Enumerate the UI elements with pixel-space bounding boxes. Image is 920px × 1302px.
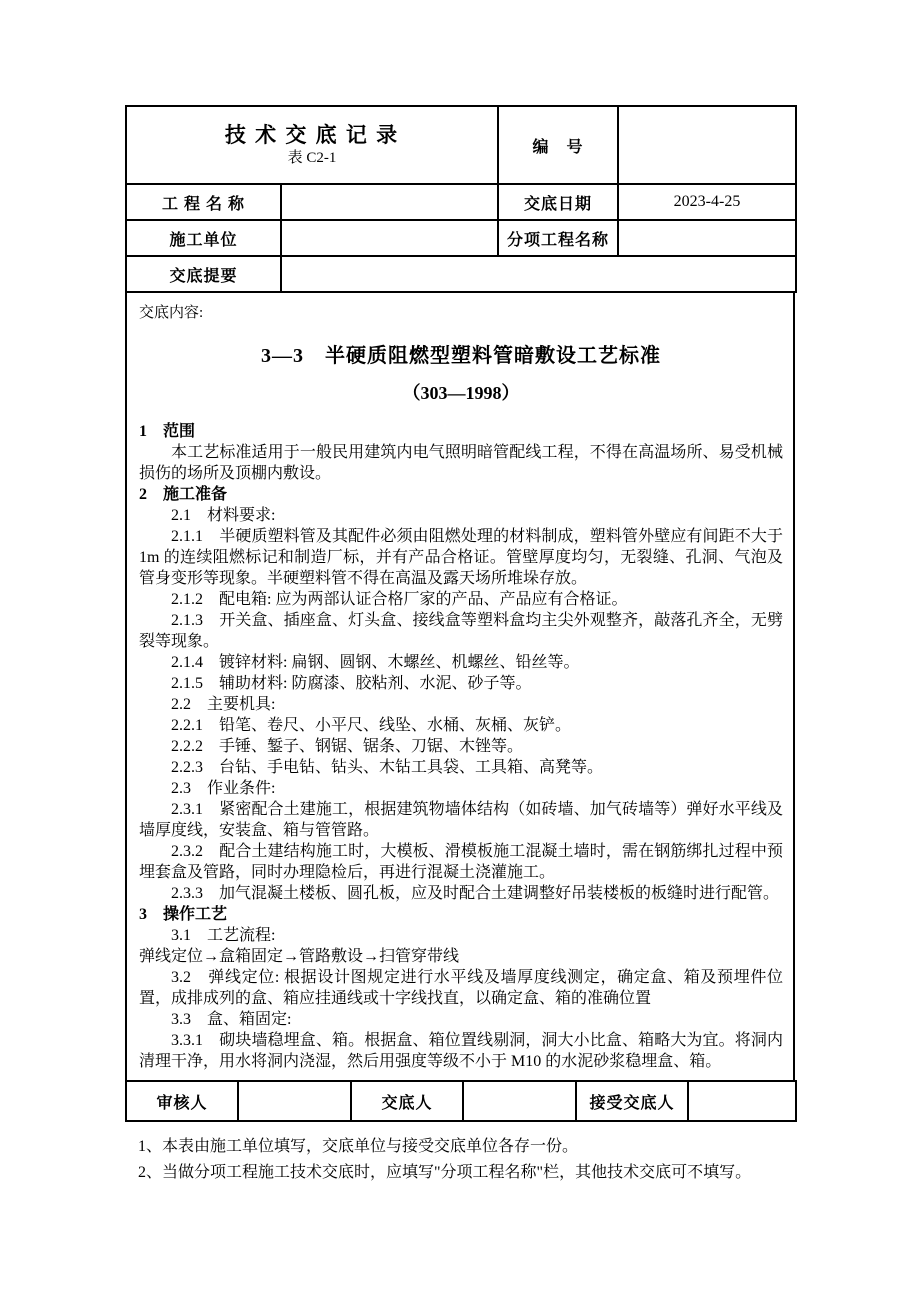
content-paragraph: 2.1.1 半硬质塑料管及其配件必须由阻燃处理的材料制成，塑料管外壁应有间距不大于1m 的连续阻燃标记和制造厂标，并有产品合格证。管壁厚度均匀，无裂缝、孔洞、气泡及管身变形等现象。半硬塑料管不得在高温及露天场所堆垛存放。: [139, 528, 783, 587]
content-paragraph: 3.2 弹线定位: 根据设计图规定进行水平线及墙厚度线测定，确定盒、箱及预埋件位置，成排成列的盒、箱应挂通线或十字线找直，以确定盒、箱的准确位置: [139, 969, 783, 1007]
form-title: 技 术 交 底 记 录: [224, 123, 400, 147]
section-heading: 1 范围: [139, 423, 196, 440]
content-paragraph: 2.2.1 铅笔、卷尺、小平尺、线坠、水桶、灰桶、灰铲。: [171, 717, 572, 734]
content-paragraph: 2.3.2 配合土建结构施工时，大模板、滑模板施工混凝土墙时，需在钢筋绑扎过程中预埋套盒及管路，同时办理隐检后，再进行混凝土浇灌施工。: [139, 843, 783, 881]
content-paragraph: 2.3 作业条件:: [171, 780, 276, 797]
form-title-cell: [126, 106, 498, 184]
content-blocks: [139, 421, 783, 1072]
construction-unit-value-cell: [281, 220, 498, 256]
reviewer-label: 审核人: [126, 1081, 238, 1121]
summary-value-cell: [281, 256, 796, 292]
construction-unit-label: 施工单位: [126, 220, 281, 256]
receiver-value-cell: [688, 1081, 796, 1121]
discloser-label: 交底人: [351, 1081, 463, 1121]
process-standard-code: （303—1998）: [402, 383, 520, 403]
section-heading: 3 操作工艺: [139, 906, 228, 923]
project-name-label: 工 程 名 称: [126, 184, 281, 220]
content-paragraph: 3.3 盒、箱固定:: [171, 1011, 292, 1028]
summary-label: 交底提要: [126, 256, 281, 292]
content-cell: [125, 293, 795, 1080]
disclosure-date-value: 2023-4-25: [618, 184, 796, 220]
content-section-label: 交底内容:: [139, 305, 204, 321]
content-paragraph: 2.1.5 辅助材料: 防腐漆、胶粘剂、水泥、砂子等。: [171, 675, 532, 692]
content-paragraph: 2.1.2 配电箱: 应为两部认证合格厂家的产品、产品应有合格证。: [171, 591, 628, 608]
content-paragraph: 2.3.1 紧密配合土建施工，根据建筑物墙体结构（如砖墙、加气砖墙等）弹好水平线及墙厚度线，安装盒、箱与管管路。: [139, 801, 783, 839]
subproject-name-value-cell: [618, 220, 796, 256]
footnote-2: 2、当做分项工程施工技术交底时，应填写"分项工程名称"栏，其他技术交底可不填写。: [138, 1164, 752, 1181]
process-standard-title: 3—3 半硬质阻燃型塑料管暗敷设工艺标准: [261, 345, 661, 367]
content-paragraph: 2.2 主要机具:: [171, 696, 276, 713]
receiver-label: 接受交底人: [576, 1081, 688, 1121]
number-value-cell: [618, 106, 796, 184]
subproject-name-label: 分项工程名称: [498, 220, 618, 256]
process-flow-line: 弹线定位→盒箱固定→管路敷设→扫管穿带线: [139, 948, 460, 965]
reviewer-value-cell: [238, 1081, 351, 1121]
signature-table: [125, 1080, 797, 1122]
discloser-value-cell: [463, 1081, 576, 1121]
footnote-1: 1、本表由施工单位填写，交底单位与接受交底单位各存一份。: [138, 1138, 579, 1155]
footnotes: [125, 1134, 795, 1186]
number-label: 编 号: [498, 106, 618, 184]
content-paragraph: 本工艺标准适用于一般民用建筑内电气照明暗管配线工程，不得在高温场所、易受机械损伤的场所及顶棚内敷设。: [139, 444, 783, 482]
disclosure-date-label: 交底日期: [498, 184, 618, 220]
content-paragraph: 2.1 材料要求:: [171, 507, 276, 524]
content-paragraph: 2.1.3 开关盒、插座盒、灯头盒、接线盒等塑料盒均主尖外观整齐，敲落孔齐全，无劈裂等现象。: [139, 612, 783, 650]
content-paragraph: 2.2.2 手锤、錾子、钢锯、锯条、刀锯、木锉等。: [171, 738, 524, 755]
content-paragraph: 3.1 工艺流程:: [171, 927, 276, 944]
content-paragraph: 2.3.3 加气混凝土楼板、圆孔板，应及时配合土建调整好吊装楼板的板缝时进行配管。: [171, 885, 780, 902]
content-paragraph: 3.3.1 砌块墙稳埋盒、箱。根据盒、箱位置线剔洞，洞大小比盒、箱略大为宜。将洞内清理干净，用水将洞内浇湿，然后用强度等级不小于 M10 的水泥砂浆稳埋盒、箱。: [139, 1032, 783, 1070]
content-paragraph: 2.2.3 台钻、手电钻、钻头、木钻工具袋、工具箱、高凳等。: [171, 759, 604, 776]
content-paragraph: 2.1.4 镀锌材料: 扁钢、圆钢、木螺丝、机螺丝、铅丝等。: [171, 654, 580, 671]
form-code: 表 C2-1: [287, 150, 337, 166]
project-name-value-cell: [281, 184, 498, 220]
disclosure-form: [125, 105, 795, 1186]
section-heading: 2 施工准备: [139, 486, 228, 503]
header-table: [125, 105, 797, 293]
